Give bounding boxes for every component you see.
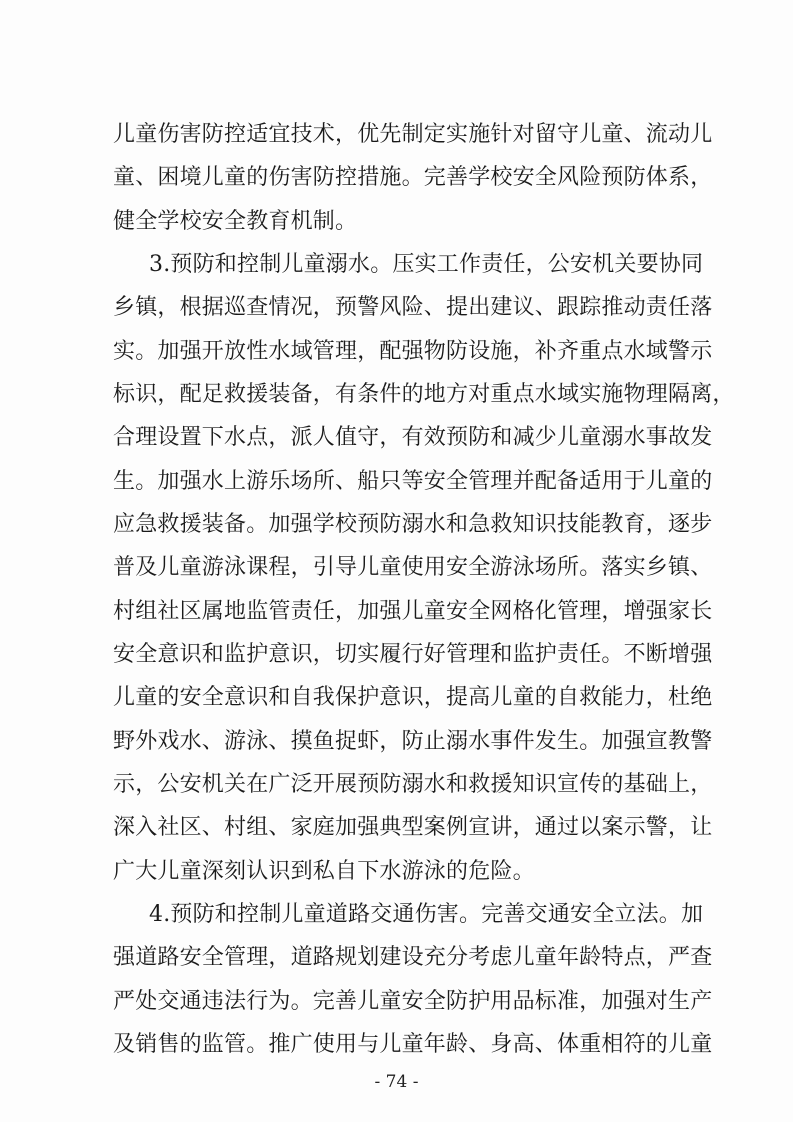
text-line-1: 儿童伤害防控适宜技术，优先制定实施针对留守儿童、流动儿 — [113, 122, 713, 147]
text-line-11: 普及儿童游泳课程，引导儿童使用安全游泳场所。落实乡镇、 — [113, 555, 713, 580]
text-line-22: 及销售的监管。推广使用与儿童年龄、身高、体重相符的儿童 — [113, 1032, 713, 1057]
text-line-2: 童、困境儿童的伤害防控措施。完善学校安全风险预防体系， — [113, 165, 713, 190]
text-line-7: 标识，配足救援装备，有条件的地方对重点水域实施物理隔离， — [113, 382, 735, 407]
text-line-17: 深入社区、村组、家庭加强典型案例宣讲，通过以案示警，让 — [113, 815, 713, 840]
text-line-10: 应急救援装备。加强学校预防溺水和急救知识技能教育，逐步 — [113, 512, 713, 537]
text-line-15: 野外戏水、游泳、摸鱼捉虾，防止溺水事件发生。加强宣教警 — [113, 729, 713, 754]
text-line-14: 儿童的安全意识和自我保护意识，提高儿童的自救能力，杜绝 — [113, 685, 713, 710]
text-line-21: 严处交通违法行为。完善儿童安全防护用品标准，加强对生产 — [113, 989, 713, 1014]
text-line-20: 强道路安全管理，道路规划建设充分考虑儿童年龄特点，严查 — [113, 945, 713, 970]
text-line-16: 示，公安机关在广泛开展预防溺水和救援知识宣传的基础上， — [113, 772, 713, 797]
text-line-4: 3.预防和控制儿童溺水。压实工作责任，公安机关要协同 — [149, 252, 704, 277]
text-line-6: 实。加强开放性水域管理，配强物防设施，补齐重点水域警示 — [113, 339, 713, 364]
text-line-9: 生。加强水上游乐场所、船只等安全管理并配备适用于儿童的 — [113, 469, 713, 494]
page-number: - 74 - — [374, 1072, 419, 1092]
text-line-13: 安全意识和监护意识，切实履行好管理和监护责任。不断增强 — [113, 642, 713, 667]
text-line-12: 村组社区属地监管责任，加强儿童安全网格化管理，增强家长 — [113, 599, 713, 624]
text-line-3: 健全学校安全教育机制。 — [113, 209, 358, 234]
text-line-18: 广大儿童深刻认识到私自下水游泳的危险。 — [113, 859, 535, 884]
text-line-19: 4.预防和控制儿童道路交通伤害。完善交通安全立法。加 — [149, 902, 704, 927]
text-line-5: 乡镇，根据巡查情况，预警风险、提出建议、跟踪推动责任落 — [113, 295, 713, 320]
text-line-8: 合理设置下水点，派人值守，有效预防和减少儿童溺水事故发 — [113, 425, 713, 450]
